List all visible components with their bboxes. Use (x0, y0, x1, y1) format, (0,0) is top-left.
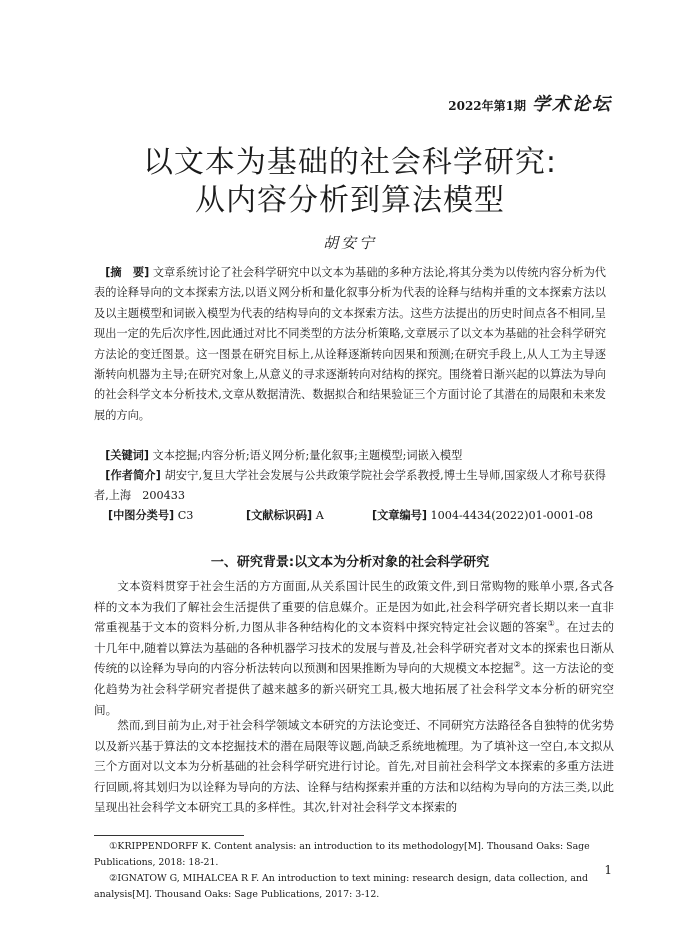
doc-code: [文献标识码] A (246, 509, 324, 522)
author-intro-label: [作者简介] (105, 469, 161, 482)
body-paragraph-1: 文本资料贯穿于社会生活的方方面面,从关系国计民生的政策文件,到日常购物的账单小票,各式各样的文本为我们了解社会生活提供了重要的信息媒介。正是因为如此,社会科学研究者长期以来一直非常重视基于文本的资料分析,力图从非各种结构化的文本资料中探究特定社会议题的答案①。在过去的十几年中,随着以算法为基础的各种机器学习技术的发展与普及,社会科学研究者对文本的探索也日渐从传统的以诠释为导向的内容分析法转向以预测和因果推断为导向的大规模文本挖掘②。这一方法论的变化趋势为社会科学研究者提供了越来越多的新兴研究工具,极大地拓展了社会科学文本分析的研究空间。 (94, 579, 614, 717)
footnote-1: ①KRIPPENDORFF K. Content analysis: an introduction to its methodology[M]. Thousand Oaks: Sage Publications, 2018: 18-21. (94, 841, 590, 868)
issue-label: 2022年第1期 (448, 99, 526, 113)
footnote-ref-2[interactable]: ② (513, 660, 521, 670)
footnotes (94, 839, 614, 903)
running-header (448, 90, 612, 116)
article-number: [文章编号] 1004-4434(2022)01-0001-08 (372, 509, 593, 522)
journal-name: 学术论坛 (532, 94, 612, 115)
classification-row (108, 507, 608, 523)
section-heading: 一、研究背景:以文本为分析对象的社会科学研究 (210, 555, 490, 570)
body-paragraph-2: 然而,到目前为止,对于社会科学领域文本研究的方法论变迁、不同研究方法路径各自独特的优劣势以及新兴基于算法的文本挖掘技术的潜在局限等议题,尚缺乏系统地梳理。为了填补这一空白,本文拟从三个方面对以文本为分析基础的社会科学研究进行讨论。首先,对目前社会科学文本探索的多重方法进行回顾,将其划归为以诠释为导向的方法、诠释与结构探索并重的方法和以结构为导向的方法三类,以此呈现出社会科学文本研究工具的多样性。其次,针对社会科学文本探索的 (94, 718, 614, 815)
keywords-label: [关键词] (105, 449, 149, 462)
keywords (94, 446, 606, 466)
article-title-line-1: 以文本为基础的社会科学研究: (142, 145, 558, 180)
abstract-label: [摘 要] (105, 266, 150, 279)
article-title-line-2: 从内容分析到算法模型 (195, 183, 505, 218)
author-name: 胡安宁 (322, 234, 377, 252)
footnote-ref-1[interactable]: ① (547, 619, 556, 629)
abstract (94, 263, 606, 426)
clc-code: [中图分类号] C3 (108, 509, 194, 522)
author-intro-text: 胡安宁,复旦大学社会发展与公共政策学院社会学系教授,博士生导师,国家级人才称号获得者,上海 200433 (94, 469, 606, 503)
author-intro (94, 466, 606, 507)
page-number: 1 (604, 863, 612, 877)
footnote-2: ②IGNATOW G, MIHALCEA R F. An introduction to text mining: research design, data collection, and analysis[M]. Thousand Oaks: Sage Publications, 2017: 3-12. (94, 873, 589, 900)
keywords-text: 文本挖掘;内容分析;语义网分析;量化叙事;主题模型;词嵌入模型 (152, 449, 463, 462)
footnote-divider (94, 835, 244, 836)
abstract-text: 文章系统讨论了社会科学研究中以文本为基础的多种方法论,将其分类为以传统内容分析为代表的诠释导向的文本探索方法,以语义网分析和量化叙事分析为代表的诠释与结构并重的文本探索方法以及以主题模型和词嵌入模型为代表的结构导向的文本探索方法。这些方法提出的历史时间点各不相同,呈现出一定的先后次序性,因此通过对比不同类型的方法分析策略,文章展示了以文本为基础的社会科学研究方法论的变迁图景。这一图景在研究目标上,从诠释逐渐转向因果和预测;在研究手段上,从人工为主导逐渐转向机器为主导;在研究对象上,从意义的寻求逐渐转向对结构的探究。围绕着日渐兴起的以算法为导向的社会科学文本分析技术,文章从数据清洗、数据拟合和结果验证三个方面讨论了其潜在的局限和未来发展的方向。 (94, 266, 606, 422)
